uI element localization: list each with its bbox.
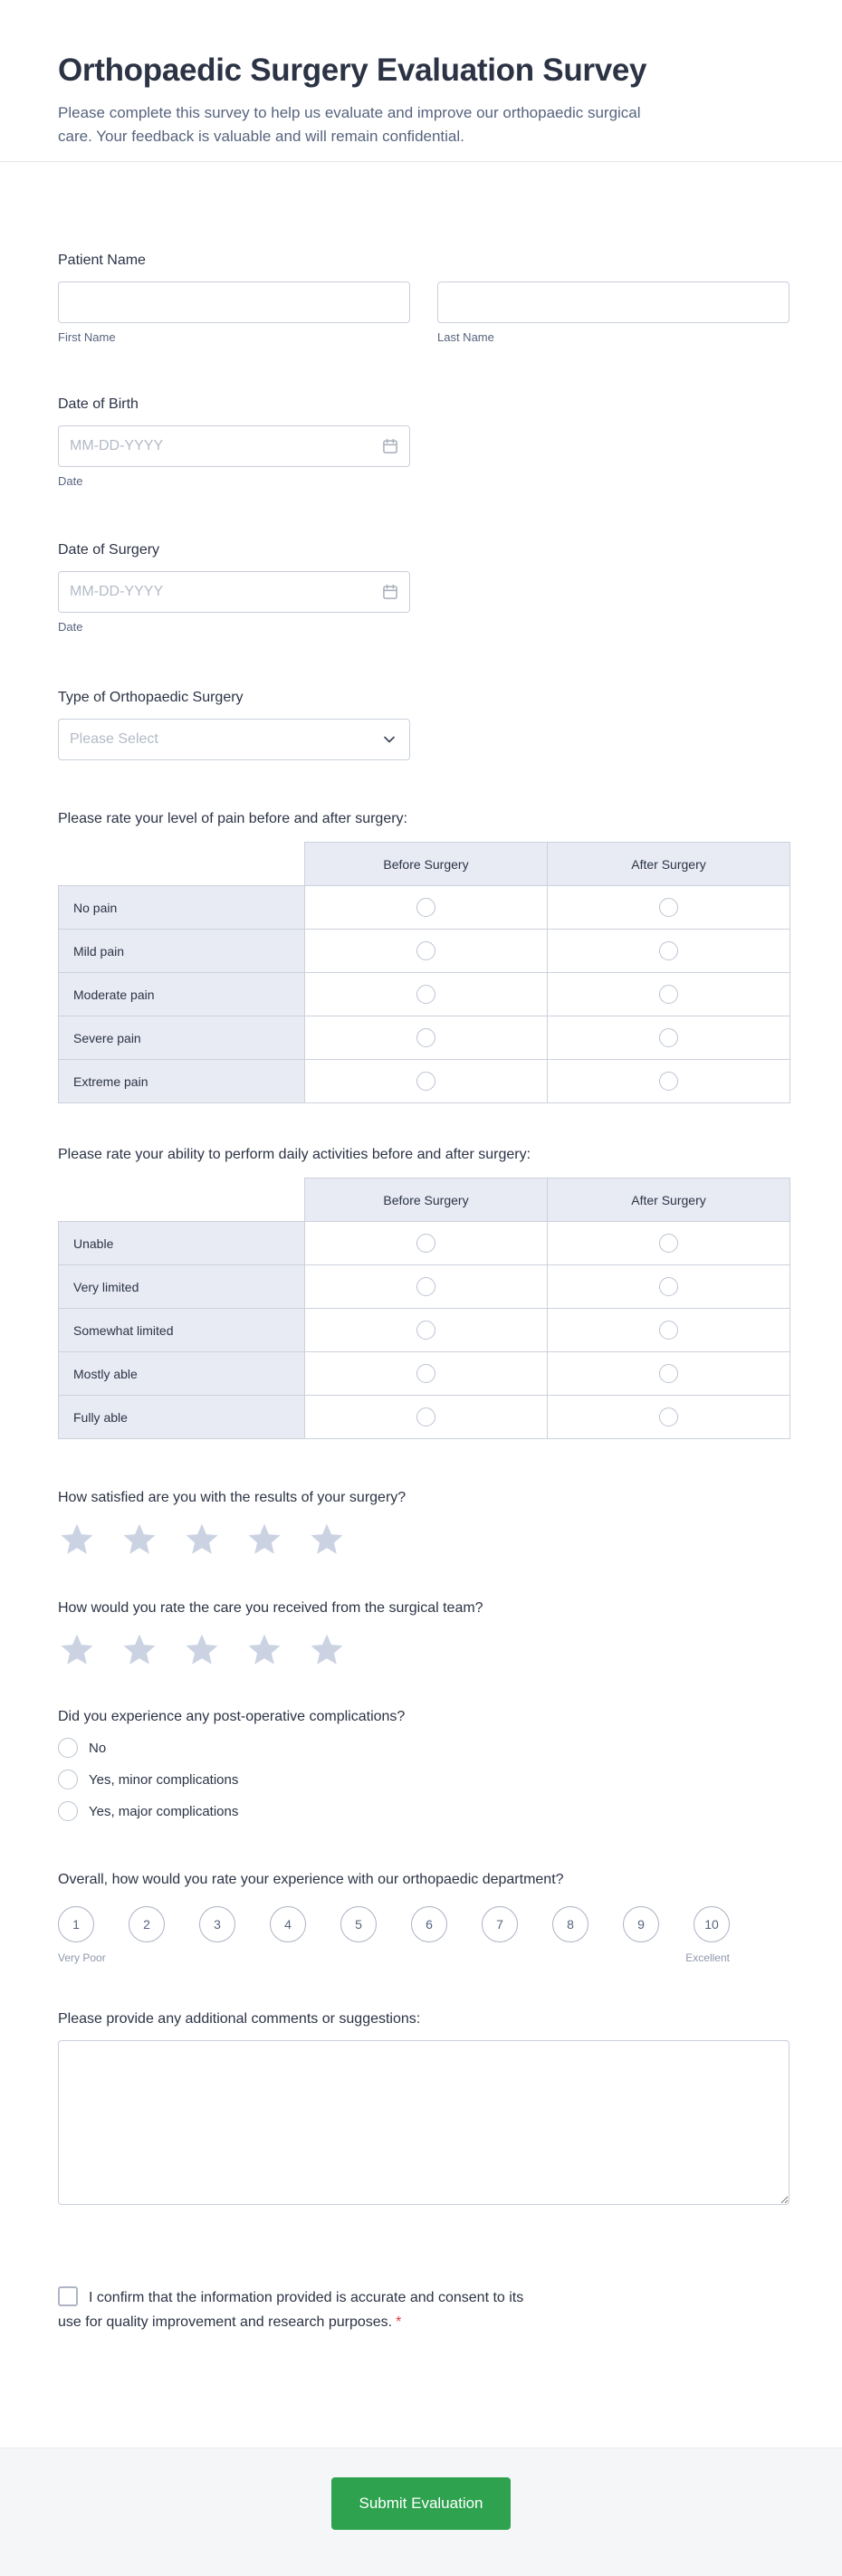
matrix-cell bbox=[305, 973, 548, 1016]
matrix-row bbox=[59, 930, 790, 973]
matrix-radio[interactable] bbox=[416, 1234, 435, 1253]
scale-button-8[interactable]: 8 bbox=[552, 1906, 588, 1942]
scale-button-4[interactable]: 4 bbox=[270, 1906, 306, 1942]
matrix-cell bbox=[305, 1060, 548, 1103]
calendar-icon[interactable] bbox=[381, 437, 399, 455]
surgery-type-label: Type of Orthopaedic Surgery bbox=[58, 690, 244, 705]
question-complications bbox=[58, 1709, 789, 1821]
consent-text-line2: use for quality improvement and research purposes. bbox=[58, 2314, 393, 2330]
calendar-icon[interactable] bbox=[381, 583, 399, 601]
matrix-cell bbox=[305, 1265, 548, 1309]
matrix-cell bbox=[305, 1352, 548, 1396]
matrix-corner-cell bbox=[59, 843, 305, 886]
matrix-row bbox=[59, 1016, 790, 1060]
matrix-row-label: Fully able bbox=[59, 1396, 305, 1439]
first-name-input[interactable] bbox=[58, 281, 410, 323]
matrix-cell bbox=[305, 1222, 548, 1265]
matrix-row bbox=[59, 1309, 790, 1352]
star-icon[interactable] bbox=[245, 1631, 283, 1669]
complication-option-minor[interactable] bbox=[58, 1770, 238, 1789]
submit-button[interactable]: Submit Evaluation bbox=[331, 2477, 510, 2530]
select-placeholder: Please Select bbox=[70, 731, 158, 747]
matrix-cell bbox=[548, 1016, 790, 1060]
chevron-down-icon bbox=[380, 730, 398, 749]
question-satisfaction bbox=[58, 1490, 789, 1559]
surgery-date-input[interactable] bbox=[58, 571, 410, 613]
scale-button-2[interactable]: 2 bbox=[129, 1906, 165, 1942]
matrix-column-header: After Surgery bbox=[548, 1178, 790, 1222]
complication-option-major[interactable] bbox=[58, 1801, 238, 1821]
last-name-field bbox=[437, 281, 789, 344]
matrix-row-label: Extreme pain bbox=[59, 1060, 305, 1103]
matrix-radio[interactable] bbox=[659, 898, 678, 917]
star-icon[interactable] bbox=[183, 1631, 221, 1669]
patient-name-label: Patient Name bbox=[58, 253, 146, 268]
dob-label: Date of Birth bbox=[58, 396, 139, 412]
matrix-radio[interactable] bbox=[659, 1321, 678, 1340]
scale-max-label: Excellent bbox=[685, 1951, 730, 1964]
question-activity-matrix bbox=[58, 1147, 789, 1439]
pain-matrix-table bbox=[58, 842, 790, 1103]
matrix-row bbox=[59, 1396, 790, 1439]
first-name-sublabel: First Name bbox=[58, 330, 116, 344]
matrix-radio[interactable] bbox=[659, 1234, 678, 1253]
form-body bbox=[0, 162, 842, 2447]
comments-label: Please provide any additional comments or suggestions: bbox=[58, 2011, 421, 2027]
dob-input[interactable] bbox=[58, 425, 410, 467]
question-date-of-surgery bbox=[58, 542, 789, 634]
question-consent bbox=[58, 2285, 789, 2334]
surgery-type-select[interactable] bbox=[58, 719, 410, 760]
matrix-radio[interactable] bbox=[659, 1364, 678, 1383]
matrix-cell bbox=[548, 886, 790, 930]
star-icon[interactable] bbox=[245, 1521, 283, 1559]
radio-button[interactable] bbox=[58, 1801, 78, 1821]
matrix-cell bbox=[305, 1396, 548, 1439]
matrix-radio[interactable] bbox=[659, 985, 678, 1004]
matrix-row bbox=[59, 886, 790, 930]
matrix-row bbox=[59, 1265, 790, 1309]
matrix-radio[interactable] bbox=[659, 1407, 678, 1426]
matrix-cell bbox=[548, 1309, 790, 1352]
complications-options bbox=[58, 1738, 789, 1821]
matrix-cell bbox=[305, 930, 548, 973]
care-rating-stars bbox=[58, 1631, 789, 1669]
scale-button-1[interactable]: 1 bbox=[58, 1906, 94, 1942]
matrix-radio[interactable] bbox=[416, 985, 435, 1004]
matrix-header-row bbox=[59, 843, 790, 886]
matrix-cell bbox=[548, 1222, 790, 1265]
scale-button-5[interactable]: 5 bbox=[340, 1906, 377, 1942]
option-label: No bbox=[89, 1740, 107, 1756]
matrix-radio[interactable] bbox=[416, 1407, 435, 1426]
scale-button-3[interactable]: 3 bbox=[199, 1906, 235, 1942]
matrix-row bbox=[59, 1222, 790, 1265]
matrix-cell bbox=[305, 1309, 548, 1352]
activity-matrix-label: Please rate your ability to perform daily activities before and after surgery: bbox=[58, 1147, 531, 1162]
matrix-column-header: After Surgery bbox=[548, 843, 790, 886]
satisfaction-stars bbox=[58, 1521, 789, 1559]
scale-button-6[interactable]: 6 bbox=[411, 1906, 447, 1942]
matrix-row bbox=[59, 973, 790, 1016]
overall-scale bbox=[58, 1906, 730, 1942]
matrix-row-label: Mild pain bbox=[59, 930, 305, 973]
question-care-rating bbox=[58, 1600, 789, 1669]
last-name-sublabel: Last Name bbox=[437, 330, 494, 344]
surgery-date-label: Date of Surgery bbox=[58, 542, 160, 558]
matrix-row-label: Very limited bbox=[59, 1265, 305, 1309]
option-label: Yes, minor complications bbox=[89, 1771, 239, 1788]
scale-button-10[interactable]: 10 bbox=[694, 1906, 730, 1942]
star-icon[interactable] bbox=[120, 1631, 158, 1669]
pain-matrix-label: Please rate your level of pain before and after surgery: bbox=[58, 811, 407, 826]
surgery-date-sublabel: Date bbox=[58, 620, 83, 634]
star-icon[interactable] bbox=[308, 1631, 346, 1669]
scale-button-9[interactable]: 9 bbox=[623, 1906, 659, 1942]
dob-field bbox=[58, 425, 410, 467]
form-subtitle: Please complete this survey to help us evaluate and improve our orthopaedic surgical care. Your feedback is valuable and will remain confidential. bbox=[58, 104, 641, 145]
star-icon[interactable] bbox=[58, 1631, 96, 1669]
star-icon[interactable] bbox=[58, 1521, 96, 1559]
matrix-radio[interactable] bbox=[416, 898, 435, 917]
matrix-row-label: Unable bbox=[59, 1222, 305, 1265]
question-patient-name bbox=[58, 253, 789, 344]
satisfaction-label: How satisfied are you with the results of your surgery? bbox=[58, 1490, 407, 1505]
matrix-cell bbox=[548, 1060, 790, 1103]
matrix-cell bbox=[548, 1352, 790, 1396]
option-label: Yes, major complications bbox=[89, 1803, 239, 1819]
form-footer bbox=[0, 2447, 842, 2576]
radio-button[interactable] bbox=[58, 1770, 78, 1789]
star-icon[interactable] bbox=[120, 1521, 158, 1559]
question-overall-rating bbox=[58, 1872, 789, 1964]
question-surgery-type bbox=[58, 690, 789, 760]
matrix-radio[interactable] bbox=[659, 1072, 678, 1091]
matrix-radio[interactable] bbox=[416, 1072, 435, 1091]
matrix-radio[interactable] bbox=[416, 1277, 435, 1296]
matrix-header-row bbox=[59, 1178, 790, 1222]
matrix-cell bbox=[305, 886, 548, 930]
comments-textarea[interactable] bbox=[58, 2040, 789, 2205]
scale-min-label: Very Poor bbox=[58, 1951, 106, 1964]
first-name-field bbox=[58, 281, 410, 344]
overall-rating-label: Overall, how would you rate your experience with our orthopaedic department? bbox=[58, 1872, 564, 1887]
matrix-radio[interactable] bbox=[416, 1364, 435, 1383]
name-row bbox=[58, 281, 789, 344]
form-header bbox=[0, 0, 842, 161]
scale-button-7[interactable]: 7 bbox=[482, 1906, 518, 1942]
consent-text-line1: I confirm that the information provided is accurate and consent to its bbox=[89, 2290, 524, 2305]
consent-field[interactable] bbox=[58, 2285, 764, 2334]
matrix-row bbox=[59, 1352, 790, 1396]
question-date-of-birth bbox=[58, 396, 789, 488]
form-title: Orthopaedic Surgery Evaluation Survey bbox=[58, 52, 647, 88]
question-comments bbox=[58, 2011, 789, 2209]
matrix-radio[interactable] bbox=[659, 941, 678, 960]
last-name-input[interactable] bbox=[437, 281, 789, 323]
matrix-cell bbox=[548, 930, 790, 973]
complications-label: Did you experience any post-operative complications? bbox=[58, 1709, 406, 1724]
question-pain-matrix bbox=[58, 811, 789, 1103]
care-rating-label: How would you rate the care you received from the surgical team? bbox=[58, 1600, 483, 1616]
activity-matrix-table bbox=[58, 1178, 790, 1439]
complication-option-no[interactable] bbox=[58, 1738, 106, 1758]
matrix-row-label: Moderate pain bbox=[59, 973, 305, 1016]
matrix-cell bbox=[305, 1016, 548, 1060]
matrix-row-label: No pain bbox=[59, 886, 305, 930]
matrix-radio[interactable] bbox=[659, 1277, 678, 1296]
matrix-cell bbox=[548, 1265, 790, 1309]
matrix-radio[interactable] bbox=[659, 1028, 678, 1047]
matrix-radio[interactable] bbox=[416, 1028, 435, 1047]
radio-button[interactable] bbox=[58, 1738, 78, 1758]
dob-sublabel: Date bbox=[58, 474, 83, 488]
matrix-row-label: Somewhat limited bbox=[59, 1309, 305, 1352]
scale-labels bbox=[58, 1951, 730, 1964]
matrix-column-header: Before Surgery bbox=[305, 1178, 548, 1222]
surgery-date-field bbox=[58, 571, 410, 613]
matrix-cell bbox=[548, 1396, 790, 1439]
matrix-column-header: Before Surgery bbox=[305, 843, 548, 886]
consent-checkbox[interactable] bbox=[58, 2286, 78, 2306]
star-icon[interactable] bbox=[308, 1521, 346, 1559]
matrix-corner-cell bbox=[59, 1178, 305, 1222]
star-icon[interactable] bbox=[183, 1521, 221, 1559]
matrix-row bbox=[59, 1060, 790, 1103]
matrix-radio[interactable] bbox=[416, 941, 435, 960]
matrix-row-label: Severe pain bbox=[59, 1016, 305, 1060]
matrix-cell bbox=[548, 973, 790, 1016]
required-asterisk: * bbox=[396, 2314, 402, 2330]
matrix-row-label: Mostly able bbox=[59, 1352, 305, 1396]
matrix-radio[interactable] bbox=[416, 1321, 435, 1340]
